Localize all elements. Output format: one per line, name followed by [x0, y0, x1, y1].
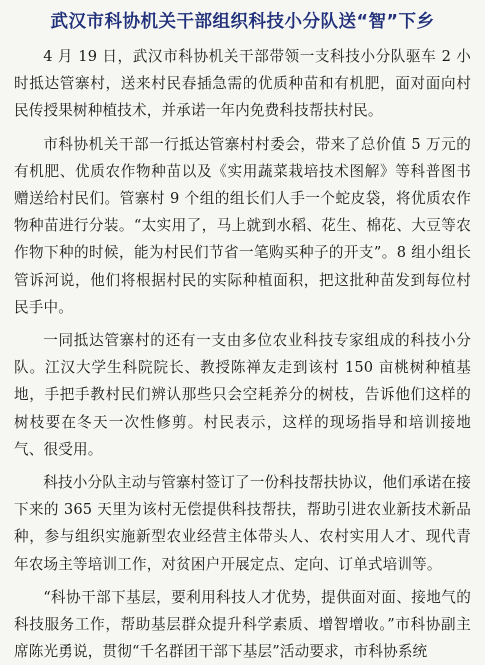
paragraph-5: “科协干部下基层，要利用科技人才优势，提供面对面、接地气的科技服务工作，帮助基层群众提升科学素质、增智增收。”市科协副主席陈光勇说，贯彻“千名群团干部下基层”活动要求，市科协系统	[14, 588, 471, 661]
paragraph-3: 一同抵达管寨村的还有一支由多位农业科技专家组成的科技小分队。江汉大学生科院院长、教授陈禅友走到该村 150 亩桃树种植基地，手把手教村民们辨认那些只会空耗养分的树枝，告诉他们这样的树枝要在冬天一次性修剪。村民表示，这样的现场指导和培训接地气、很受用。	[14, 332, 471, 458]
article-body	[14, 43, 471, 665]
paragraph-4: 科技小分队主动与管寨村签订了一份科技帮扶协议，他们承诺在接下来的 365 天里为该村无偿提供科技帮扶，帮助引进农业新技术新品种，参与组织实施新型农业经营主体带头人、农村实用人才、现代青年农场主等培训工作，对贫困户开展定点、定向、订单式培训等。	[14, 474, 471, 573]
paragraph-2: 市科协机关干部一行抵达管寨村村委会，带来了总价值 5 万元的有机肥、优质农作物种苗以及《实用蔬菜栽培技术图解》等科普图书赠送给村民们。管寨村 9 个组的组长们人手一个蛇皮袋，将优质农作物种苗进行分装。“太实用了，马上就到水稻、花生、棉花、大豆等农作物下种的时候，能为村民们节省一笔购买种子的开支”。8 组小组长管诉河说，他们将根据村民的实际种植面积，把这批种苗发到每位村民手中。	[14, 135, 471, 316]
paragraph-1: 4 月 19 日，武汉市科协机关干部带领一支科技小分队驱车 2 小时抵达管寨村，送来村民春插急需的优质种苗和有机肥，面对面向村民传授果树种植技术，并承诺一年内免费科技帮扶村民。	[14, 48, 471, 120]
article-title: 武汉市科协机关干部组织科技小分队送“智”下乡	[50, 12, 435, 32]
